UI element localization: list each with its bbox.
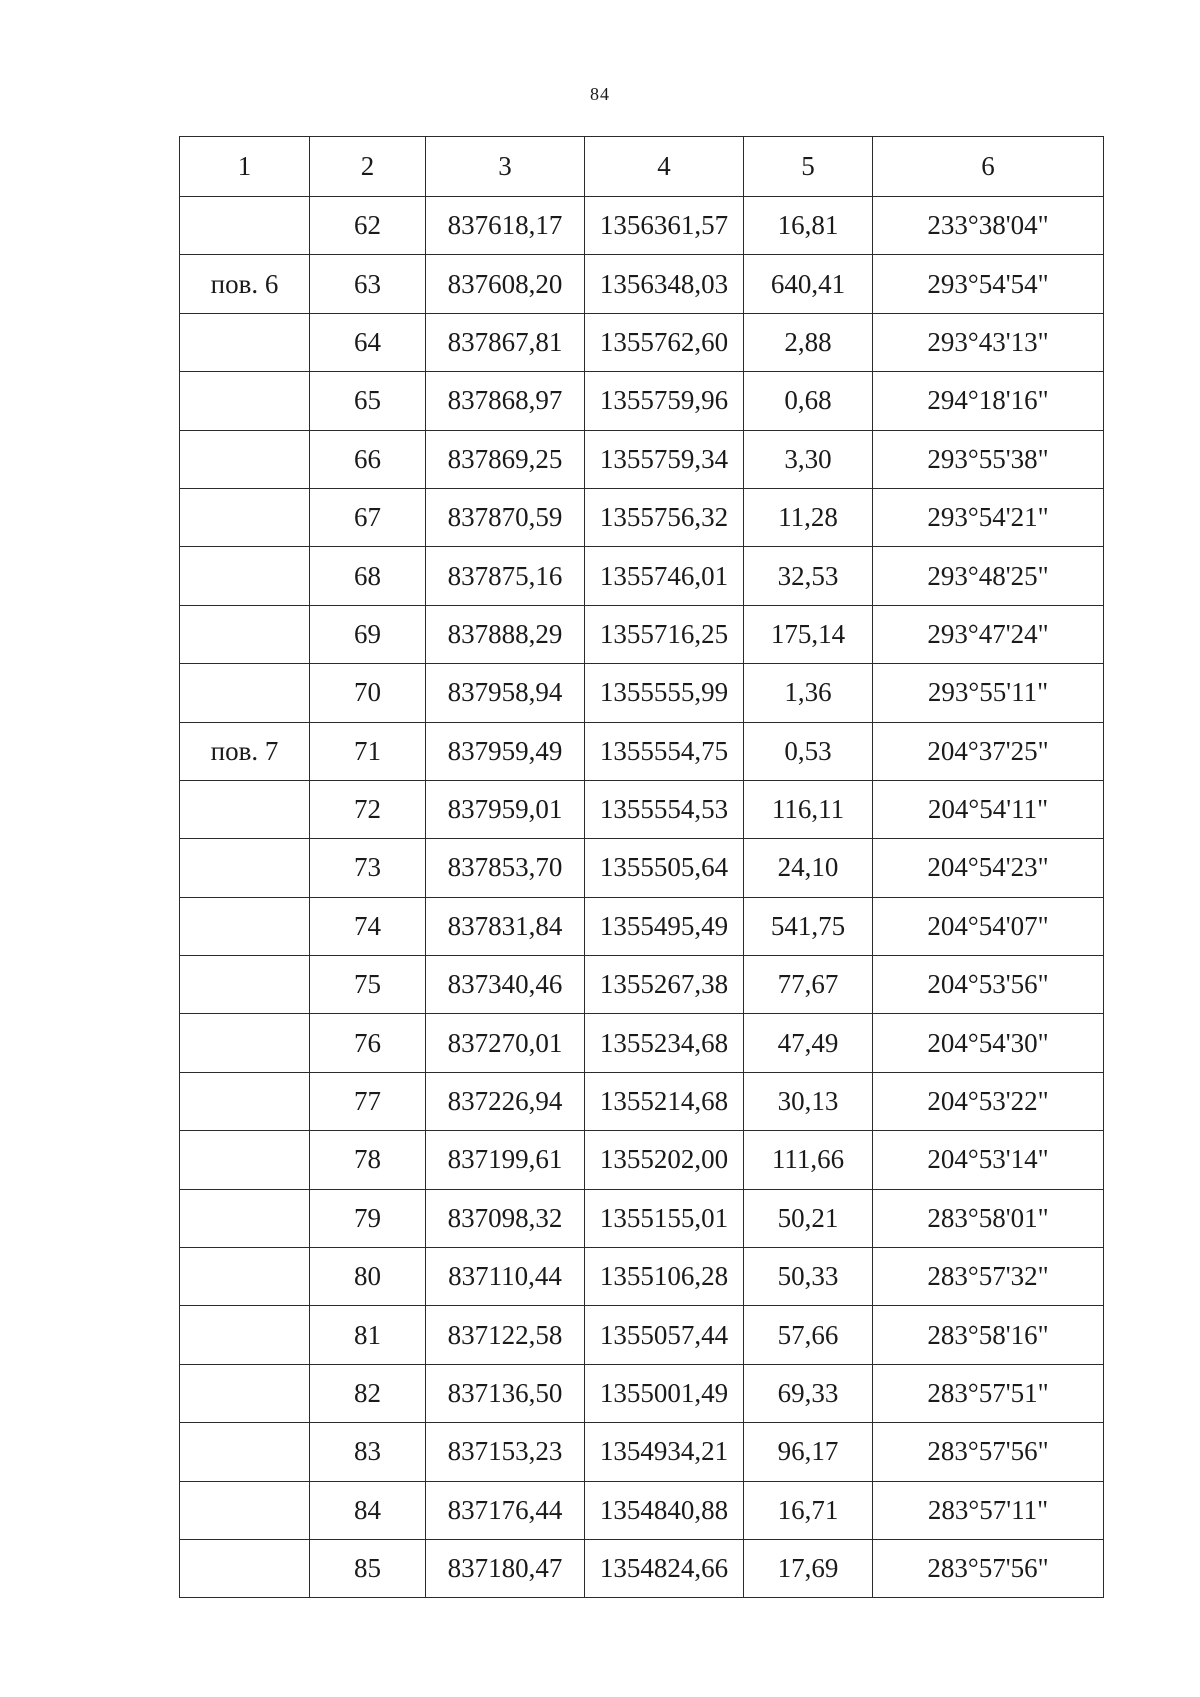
table-cell [180, 197, 310, 255]
table-cell: 1355495,49 [585, 897, 744, 955]
table-cell [180, 897, 310, 955]
table-cell: 85 [310, 1539, 426, 1597]
table-cell: 837831,84 [426, 897, 585, 955]
table-cell: 837153,23 [426, 1423, 585, 1481]
table-cell: 293°47'24" [873, 605, 1104, 663]
table-cell: 68 [310, 547, 426, 605]
table-cell: 1355759,34 [585, 430, 744, 488]
table-cell [180, 1248, 310, 1306]
table-cell: 24,10 [744, 839, 873, 897]
table-row [180, 1131, 1104, 1189]
table-cell [180, 488, 310, 546]
table-cell: 76 [310, 1014, 426, 1072]
table-cell: 204°53'56" [873, 956, 1104, 1014]
table-cell: 111,66 [744, 1131, 873, 1189]
table-cell: 283°58'01" [873, 1189, 1104, 1247]
table-cell: 837136,50 [426, 1364, 585, 1422]
table-cell: 1354934,21 [585, 1423, 744, 1481]
table-cell: 1355505,64 [585, 839, 744, 897]
table-cell: 837959,01 [426, 780, 585, 838]
table-cell: 69 [310, 605, 426, 663]
table-cell: 1355234,68 [585, 1014, 744, 1072]
table-cell: 233°38'04" [873, 197, 1104, 255]
table-cell: 293°55'11" [873, 664, 1104, 722]
table-cell: 837608,20 [426, 255, 585, 313]
table-cell [180, 313, 310, 371]
table-cell [180, 1481, 310, 1539]
table-cell: 204°54'07" [873, 897, 1104, 955]
table-cell: 71 [310, 722, 426, 780]
table-cell: 1355716,25 [585, 605, 744, 663]
table-cell: 837340,46 [426, 956, 585, 1014]
table-cell: 47,49 [744, 1014, 873, 1072]
table-row [180, 956, 1104, 1014]
table-cell: 1355202,00 [585, 1131, 744, 1189]
table-row [180, 1539, 1104, 1597]
table-cell: 837110,44 [426, 1248, 585, 1306]
table-cell: 640,41 [744, 255, 873, 313]
table-cell: 72 [310, 780, 426, 838]
table-cell: 837226,94 [426, 1072, 585, 1130]
table-cell: 75 [310, 956, 426, 1014]
table-cell: 3,30 [744, 430, 873, 488]
table-cell: 204°54'11" [873, 780, 1104, 838]
table-cell: 837199,61 [426, 1131, 585, 1189]
table-cell: 1355267,38 [585, 956, 744, 1014]
table-cell: 837098,32 [426, 1189, 585, 1247]
table-cell: 1356348,03 [585, 255, 744, 313]
table-cell: 1354840,88 [585, 1481, 744, 1539]
table-cell: 116,11 [744, 780, 873, 838]
table-cell: 204°37'25" [873, 722, 1104, 780]
table-cell [180, 1131, 310, 1189]
table-cell [180, 1423, 310, 1481]
table-row [180, 197, 1104, 255]
table-cell: 77,67 [744, 956, 873, 1014]
column-header: 2 [310, 137, 426, 197]
table-cell: 64 [310, 313, 426, 371]
table-cell: 204°53'22" [873, 1072, 1104, 1130]
table-cell: 79 [310, 1189, 426, 1247]
table-cell [180, 1189, 310, 1247]
table-cell: пов. 6 [180, 255, 310, 313]
table-cell: 2,88 [744, 313, 873, 371]
table-cell: 293°55'38" [873, 430, 1104, 488]
table-cell: 1355554,53 [585, 780, 744, 838]
table-cell: 69,33 [744, 1364, 873, 1422]
table-cell: 77 [310, 1072, 426, 1130]
column-header: 3 [426, 137, 585, 197]
column-header: 5 [744, 137, 873, 197]
column-header: 6 [873, 137, 1104, 197]
page-number: 84 [590, 84, 610, 104]
table-cell: 84 [310, 1481, 426, 1539]
table-cell: 541,75 [744, 897, 873, 955]
table-cell: 0,68 [744, 372, 873, 430]
table-cell: 1355554,75 [585, 722, 744, 780]
table-cell: 16,81 [744, 197, 873, 255]
table-cell: 1355214,68 [585, 1072, 744, 1130]
table-cell [180, 605, 310, 663]
table-cell: 837958,94 [426, 664, 585, 722]
table-row [180, 1014, 1104, 1072]
table-cell: 204°53'14" [873, 1131, 1104, 1189]
table-cell [180, 664, 310, 722]
table-cell: 74 [310, 897, 426, 955]
table-cell: 837853,70 [426, 839, 585, 897]
table-cell: 63 [310, 255, 426, 313]
table-cell: 57,66 [744, 1306, 873, 1364]
table-cell: 73 [310, 839, 426, 897]
table-cell: 1356361,57 [585, 197, 744, 255]
table-row [180, 1364, 1104, 1422]
table-cell: 1355001,49 [585, 1364, 744, 1422]
table-cell: 837176,44 [426, 1481, 585, 1539]
table-row [180, 1072, 1104, 1130]
table-cell [180, 547, 310, 605]
table-cell [180, 780, 310, 838]
table-cell: 837180,47 [426, 1539, 585, 1597]
table-cell [180, 1539, 310, 1597]
table-cell: 16,71 [744, 1481, 873, 1539]
table-cell: 1354824,66 [585, 1539, 744, 1597]
table-cell: 50,21 [744, 1189, 873, 1247]
table-row [180, 430, 1104, 488]
table-cell: пов. 7 [180, 722, 310, 780]
table-row [180, 897, 1104, 955]
table-row [180, 664, 1104, 722]
column-header: 4 [585, 137, 744, 197]
table-cell: 62 [310, 197, 426, 255]
table-cell: 204°54'30" [873, 1014, 1104, 1072]
table-cell: 283°57'56" [873, 1539, 1104, 1597]
table-cell: 204°54'23" [873, 839, 1104, 897]
table-cell: 293°48'25" [873, 547, 1104, 605]
table-cell [180, 1072, 310, 1130]
table-cell: 283°57'51" [873, 1364, 1104, 1422]
table-cell [180, 1306, 310, 1364]
table-header-row [180, 137, 1104, 197]
table-cell [180, 839, 310, 897]
table-cell: 50,33 [744, 1248, 873, 1306]
table-cell: 82 [310, 1364, 426, 1422]
table-cell: 1,36 [744, 664, 873, 722]
table-cell: 81 [310, 1306, 426, 1364]
table-cell: 293°54'54" [873, 255, 1104, 313]
table-cell: 837888,29 [426, 605, 585, 663]
table-cell: 294°18'16" [873, 372, 1104, 430]
column-header: 1 [180, 137, 310, 197]
table-cell: 837270,01 [426, 1014, 585, 1072]
table-cell: 66 [310, 430, 426, 488]
table-cell: 283°57'11" [873, 1481, 1104, 1539]
table-row [180, 372, 1104, 430]
table-cell: 283°58'16" [873, 1306, 1104, 1364]
table-cell [180, 956, 310, 1014]
table-row [180, 1189, 1104, 1247]
table-cell: 1355746,01 [585, 547, 744, 605]
table-row [180, 313, 1104, 371]
table-cell: 283°57'32" [873, 1248, 1104, 1306]
table-cell: 65 [310, 372, 426, 430]
table-cell: 175,14 [744, 605, 873, 663]
table-cell [180, 430, 310, 488]
table-cell: 78 [310, 1131, 426, 1189]
table-row [180, 839, 1104, 897]
table-row [180, 722, 1104, 780]
table-cell [180, 372, 310, 430]
table-cell: 1355106,28 [585, 1248, 744, 1306]
table-cell: 293°54'21" [873, 488, 1104, 546]
table-cell: 30,13 [744, 1072, 873, 1130]
table-row [180, 1306, 1104, 1364]
table-cell: 837122,58 [426, 1306, 585, 1364]
table-cell: 837875,16 [426, 547, 585, 605]
table-row [180, 255, 1104, 313]
table-cell: 67 [310, 488, 426, 546]
table-row [180, 605, 1104, 663]
coordinates-table [179, 136, 1104, 1598]
table-cell: 837959,49 [426, 722, 585, 780]
table-row [180, 547, 1104, 605]
table-row [180, 1248, 1104, 1306]
table-cell [180, 1364, 310, 1422]
table-cell: 80 [310, 1248, 426, 1306]
table-cell: 1355555,99 [585, 664, 744, 722]
table-cell: 1355756,32 [585, 488, 744, 546]
table-row [180, 488, 1104, 546]
table-row [180, 780, 1104, 838]
table-cell: 837618,17 [426, 197, 585, 255]
table-cell: 1355762,60 [585, 313, 744, 371]
table-cell: 293°43'13" [873, 313, 1104, 371]
table-cell: 837869,25 [426, 430, 585, 488]
table-cell: 283°57'56" [873, 1423, 1104, 1481]
table-cell: 17,69 [744, 1539, 873, 1597]
table-cell [180, 1014, 310, 1072]
table-cell: 837868,97 [426, 372, 585, 430]
table-cell: 83 [310, 1423, 426, 1481]
table-cell: 837867,81 [426, 313, 585, 371]
table-row [180, 1481, 1104, 1539]
table-cell: 837870,59 [426, 488, 585, 546]
table-body [180, 197, 1104, 1598]
table-cell: 1355155,01 [585, 1189, 744, 1247]
table-cell: 11,28 [744, 488, 873, 546]
table-cell: 96,17 [744, 1423, 873, 1481]
table-cell: 1355759,96 [585, 372, 744, 430]
table-cell: 70 [310, 664, 426, 722]
table-cell: 1355057,44 [585, 1306, 744, 1364]
table-row [180, 1423, 1104, 1481]
table-cell: 0,53 [744, 722, 873, 780]
table-cell: 32,53 [744, 547, 873, 605]
